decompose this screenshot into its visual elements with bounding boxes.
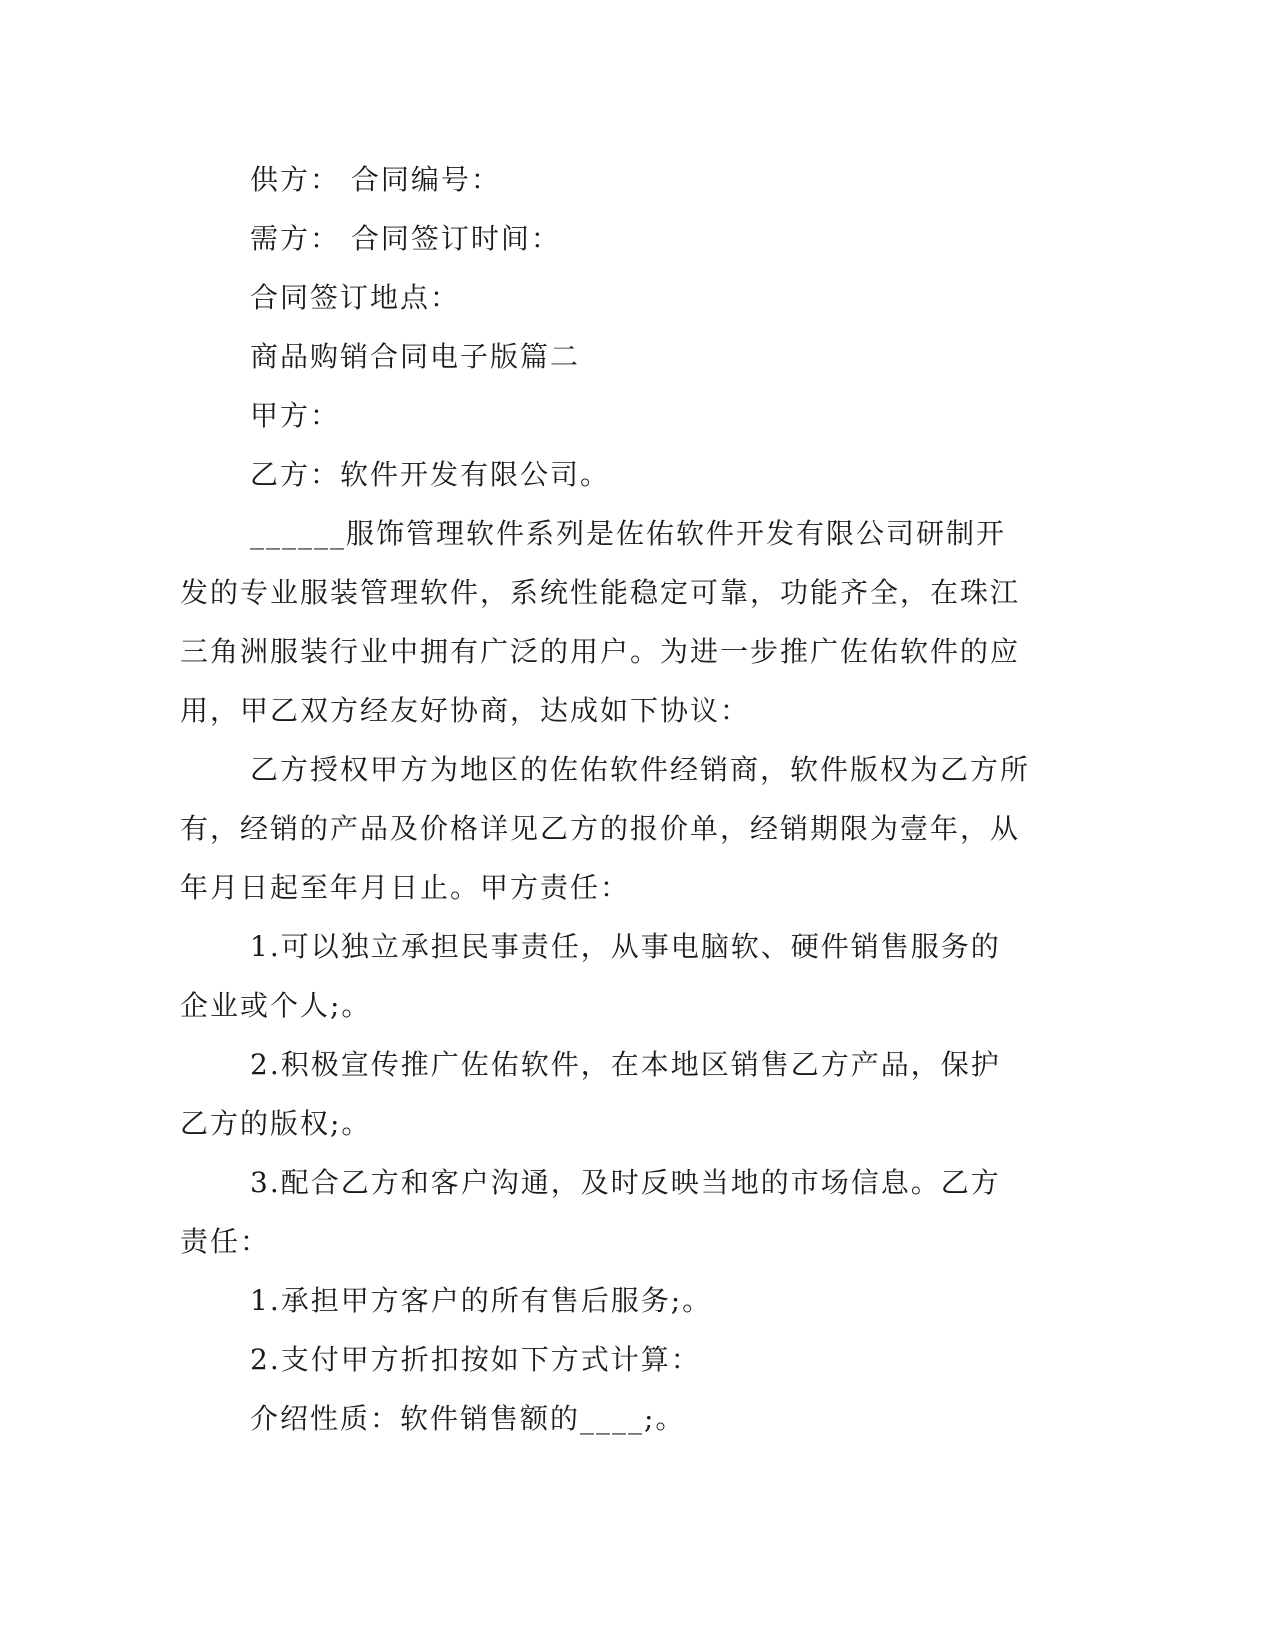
supplier-line: 供方： 合同编号：: [250, 163, 501, 196]
party-b-line: 乙方：软件开发有限公司。: [250, 458, 611, 491]
signing-place-line: 合同签订地点：: [250, 281, 461, 314]
intro-paragraph: ______服饰管理软件系列是佐佑软件开发有限公司研制开发的专业服装管理软件，系统性能稳定可靠，功能齐全，在珠江三角洲服装行业中拥有广泛的用户。为进一步推广佐佑软件的应用，甲乙双方经友好协商，达成如下协议：: [180, 517, 1021, 727]
party-a-duty-2: 2.积极宣传推广佐佑软件，在本地区销售乙方产品，保护乙方的版权;。: [180, 1048, 1001, 1140]
buyer-line: 需方： 合同签订时间：: [250, 222, 561, 255]
party-a-duty-1: 1.可以独立承担民事责任，从事电脑软、硬件销售服务的企业或个人;。: [180, 930, 1001, 1022]
authorization-paragraph: 乙方授权甲方为地区的佐佑软件经销商，软件版权为乙方所有，经销的产品及价格详见乙方的报价单，经销期限为壹年，从年月日起至年月日止。甲方责任：: [180, 753, 1031, 904]
party-a-duty-3: 3.配合乙方和客户沟通，及时反映当地的市场信息。乙方责任：: [180, 1166, 1001, 1258]
document-page: [180, 150, 1030, 1448]
section-title: 商品购销合同电子版篇二: [250, 340, 581, 373]
party-b-duty-2: 2.支付甲方折扣按如下方式计算：: [250, 1343, 701, 1376]
referral-commission-line: 介绍性质：软件销售额的____;。: [250, 1402, 686, 1435]
party-b-duty-1: 1.承担甲方客户的所有售后服务;。: [250, 1284, 713, 1317]
party-a-line: 甲方：: [250, 399, 341, 432]
